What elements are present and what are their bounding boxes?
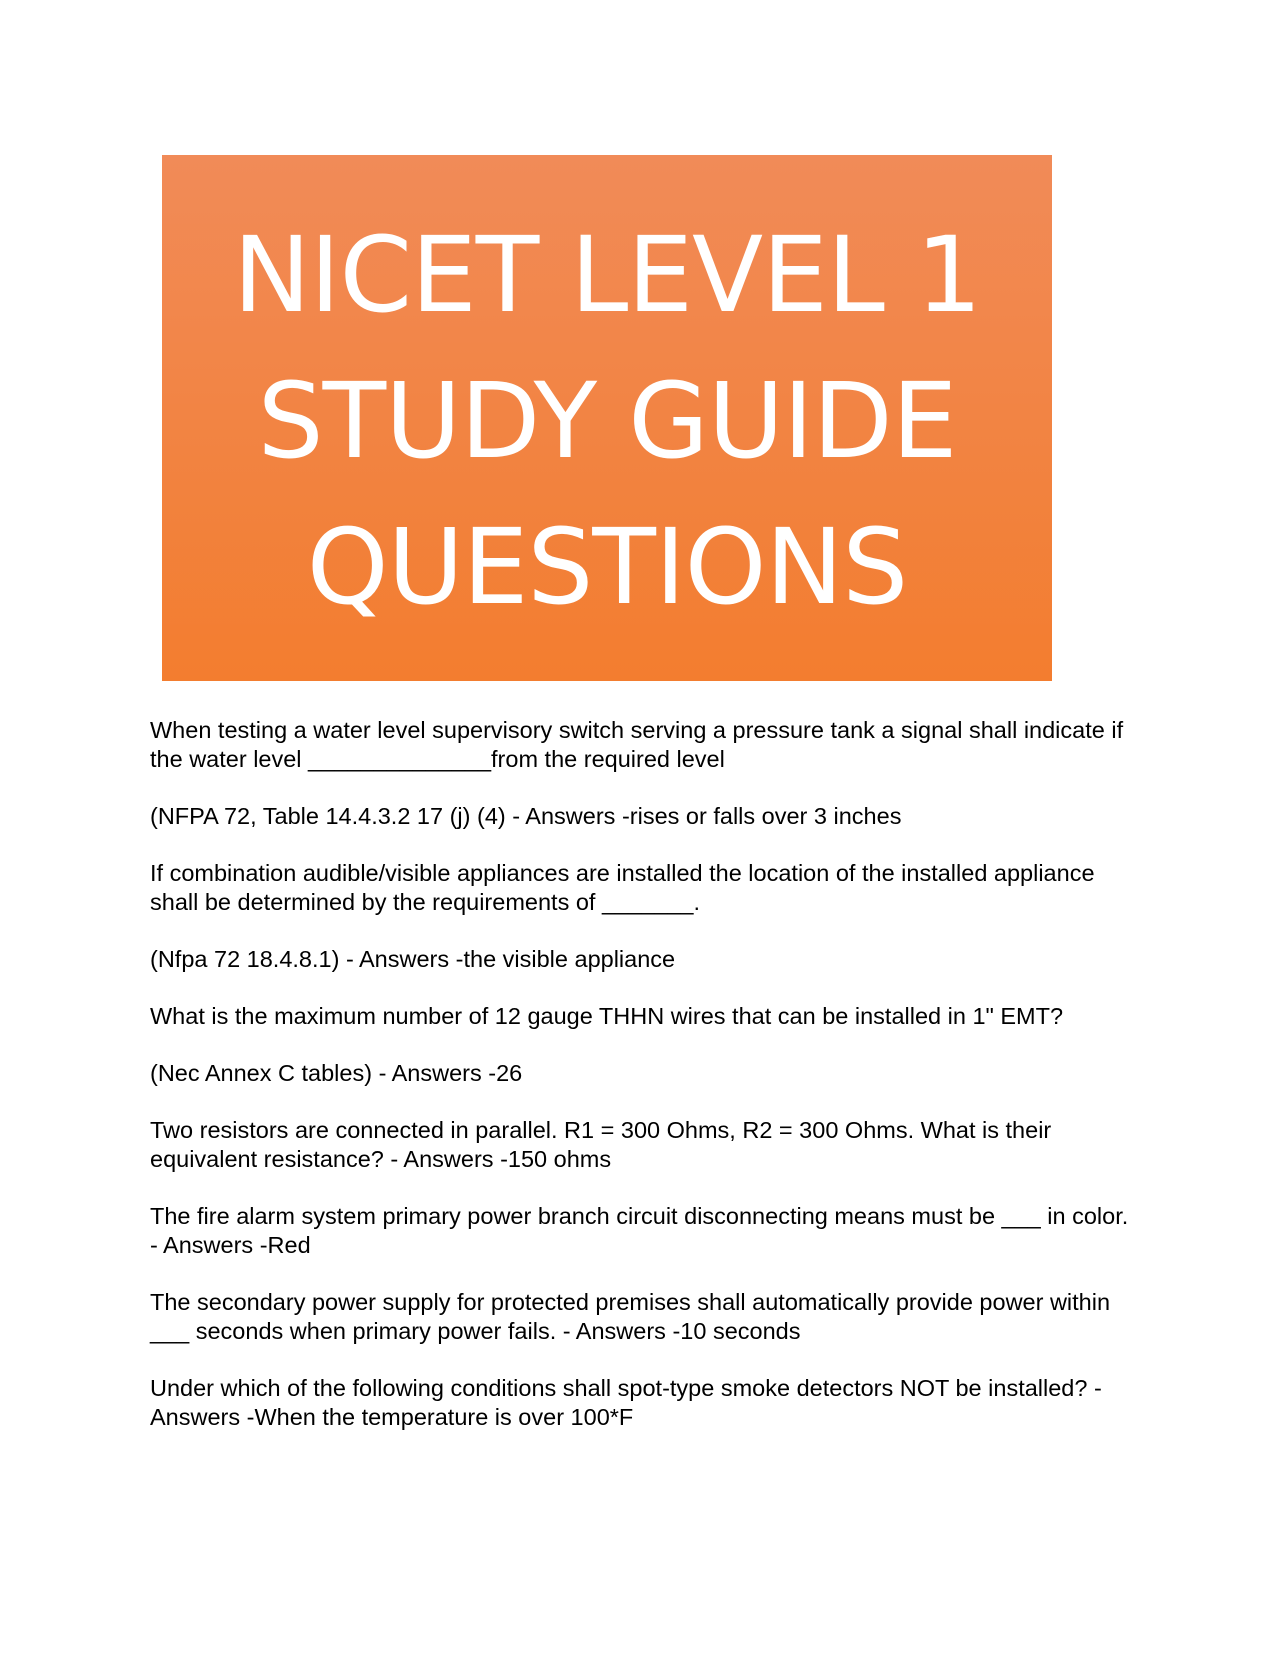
qa-7: Under which of the following conditions shall spot-type smoke detectors NOT be installed? - Answers -When the temperature is over 100*F: [150, 1375, 1108, 1430]
qa-6: The secondary power supply for protected premises shall automatically provide power within ___ seconds when primary power fails. - Answers -10 seconds: [150, 1289, 1117, 1344]
qa-4: Two resistors are connected in parallel. R1 = 300 Ohms, R2 = 300 Ohms. What is their equivalent resistance? - Answers -150 ohms: [150, 1117, 1058, 1172]
answer-3: (Nec Annex C tables) - Answers -26: [150, 1060, 523, 1086]
question-1: When testing a water level supervisory switch serving a pressure tank a signal shall indicate if the water level ______________from the required level: [150, 717, 1130, 772]
banner-title-line-2: STUDY GUIDE: [257, 360, 957, 482]
banner-title-line-3: QUESTIONS: [306, 506, 908, 628]
qa-5: The fire alarm system primary power branch circuit disconnecting means must be ___ in color. - Answers -Red: [150, 1203, 1135, 1258]
answer-1: (NFPA 72, Table 14.4.3.2 17 (j) (4) - Answers -rises or falls over 3 inches: [150, 803, 902, 829]
answer-2: (Nfpa 72 18.4.8.1) - Answers -the visible appliance: [150, 946, 676, 972]
question-3: What is the maximum number of 12 gauge THHN wires that can be installed in 1" EMT?: [150, 1003, 1064, 1029]
document-body: [150, 716, 1140, 1460]
question-2: If combination audible/visible appliances are installed the location of the installed appliance shall be determined by the requirements of _______.: [150, 860, 1102, 915]
title-banner: [162, 155, 1052, 681]
banner-title-line-1: NICET LEVEL 1: [232, 214, 982, 336]
